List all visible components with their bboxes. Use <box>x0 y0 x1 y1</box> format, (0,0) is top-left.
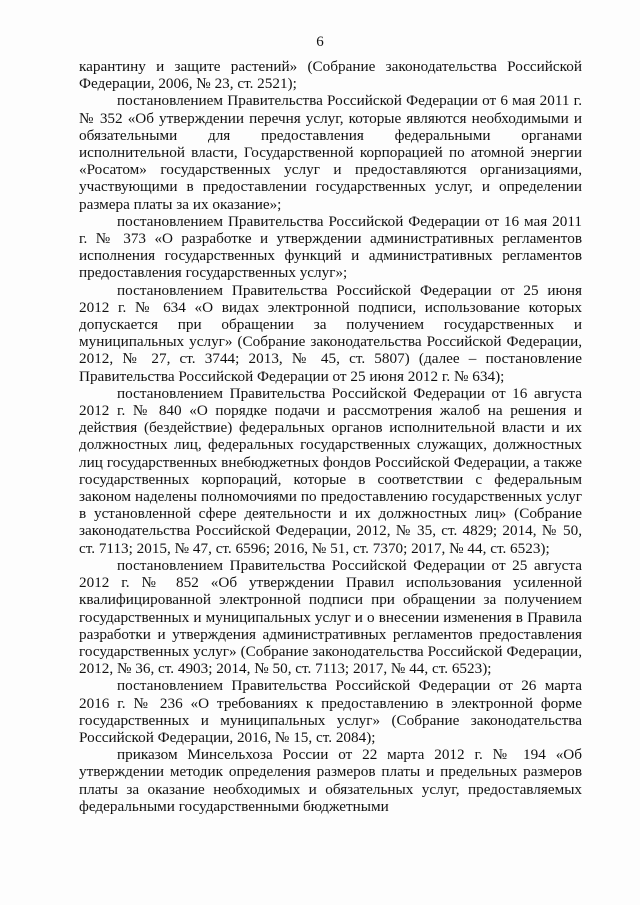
paragraph-resolution-352: постановлением Правительства Российской Федерации от 6 мая 2011 г. № 352 «Об утверждении перечня услуг, которые являются необходимыми и обязательными для предоставления федеральными органами исполнительной власти, Государственной корпорацией по атомной энергии «Росатом» государственных услуг и предоставляются организациями, участвующими в предоставлении государственных услуг, и определении размера платы за их оказание»; <box>79 92 582 213</box>
paragraph-quarantine-continuation: карантину и защите растений» (Собрание законодательства Российской Федерации, 2006, № 23, ст. 2521); <box>79 58 582 93</box>
paragraph-order-194: приказом Минсельхоза России от 22 марта 2012 г. № 194 «Об утверждении методик определения размеров платы и предельных размеров платы за оказание необходимых и обязательных услуг, предоставляемых федеральными государственными бюджетными <box>79 746 582 815</box>
page-number: 6 <box>316 34 324 50</box>
document-body <box>79 58 582 815</box>
paragraph-resolution-852: постановлением Правительства Российской Федерации от 25 августа 2012 г. № 852 «Об утверждении Правил использования усиленной квалифицированной электронной подписи при обращении за получением государственных и муниципальных услуг и о внесении изменения в Правила разработки и утверждения административных регламентов предоставления государственных услуг» (Собрание законодательства Российской Федерации, 2012, № 36, ст. 4903; 2014, № 50, ст. 7113; 2017, № 44, ст. 6523); <box>79 556 582 678</box>
paragraph-resolution-840: постановлением Правительства Российской Федерации от 16 августа 2012 г. № 840 «О порядке подачи и рассмотрения жалоб на решения и действия (бездействие) федеральных органов исполнительной власти и их должностных лиц, федеральных государственных служащих, должностных лиц государственных внебюджетных фондов Российской Федерации, а также государственных корпораций, которые в соответствии с федеральным законом наделены полномочиями по предоставлению государственных услуг в установленной сфере деятельности и их должностных лиц» (Собрание законодательства Российской Федерации, 2012, № 35, ст. 4829; 2014, № 50, ст. 7113; 2015, № 47, ст. 6596; 2016, № 51, ст. 7370; 2017, № 44, ст. 6523); <box>79 384 582 557</box>
paragraph-resolution-373: постановлением Правительства Российской Федерации от 16 мая 2011 г. № 373 «О разработке и утверждении административных регламентов исполнения государственных функций и административных регламентов предоставления государственных услуг»; <box>79 212 582 282</box>
paragraph-resolution-634: постановлением Правительства Российской Федерации от 25 июня 2012 г. № 634 «О видах электронной подписи, использование которых допускается при обращении за получением государственных и муниципальных услуг» (Собрание законодательства Российской Федерации, 2012, № 27, ст. 3744; 2013, № 45, ст. 5807) (далее – постановление Правительства Российской Федерации от 25 июня 2012 г. № 634); <box>79 281 582 385</box>
paragraph-resolution-236: постановлением Правительства Российской Федерации от 26 марта 2016 г. № 236 «О требованиях к предоставлению в электронной форме государственных и муниципальных услуг» (Собрание законодательства Российской Федерации, 2016, № 15, ст. 2084); <box>79 677 582 746</box>
